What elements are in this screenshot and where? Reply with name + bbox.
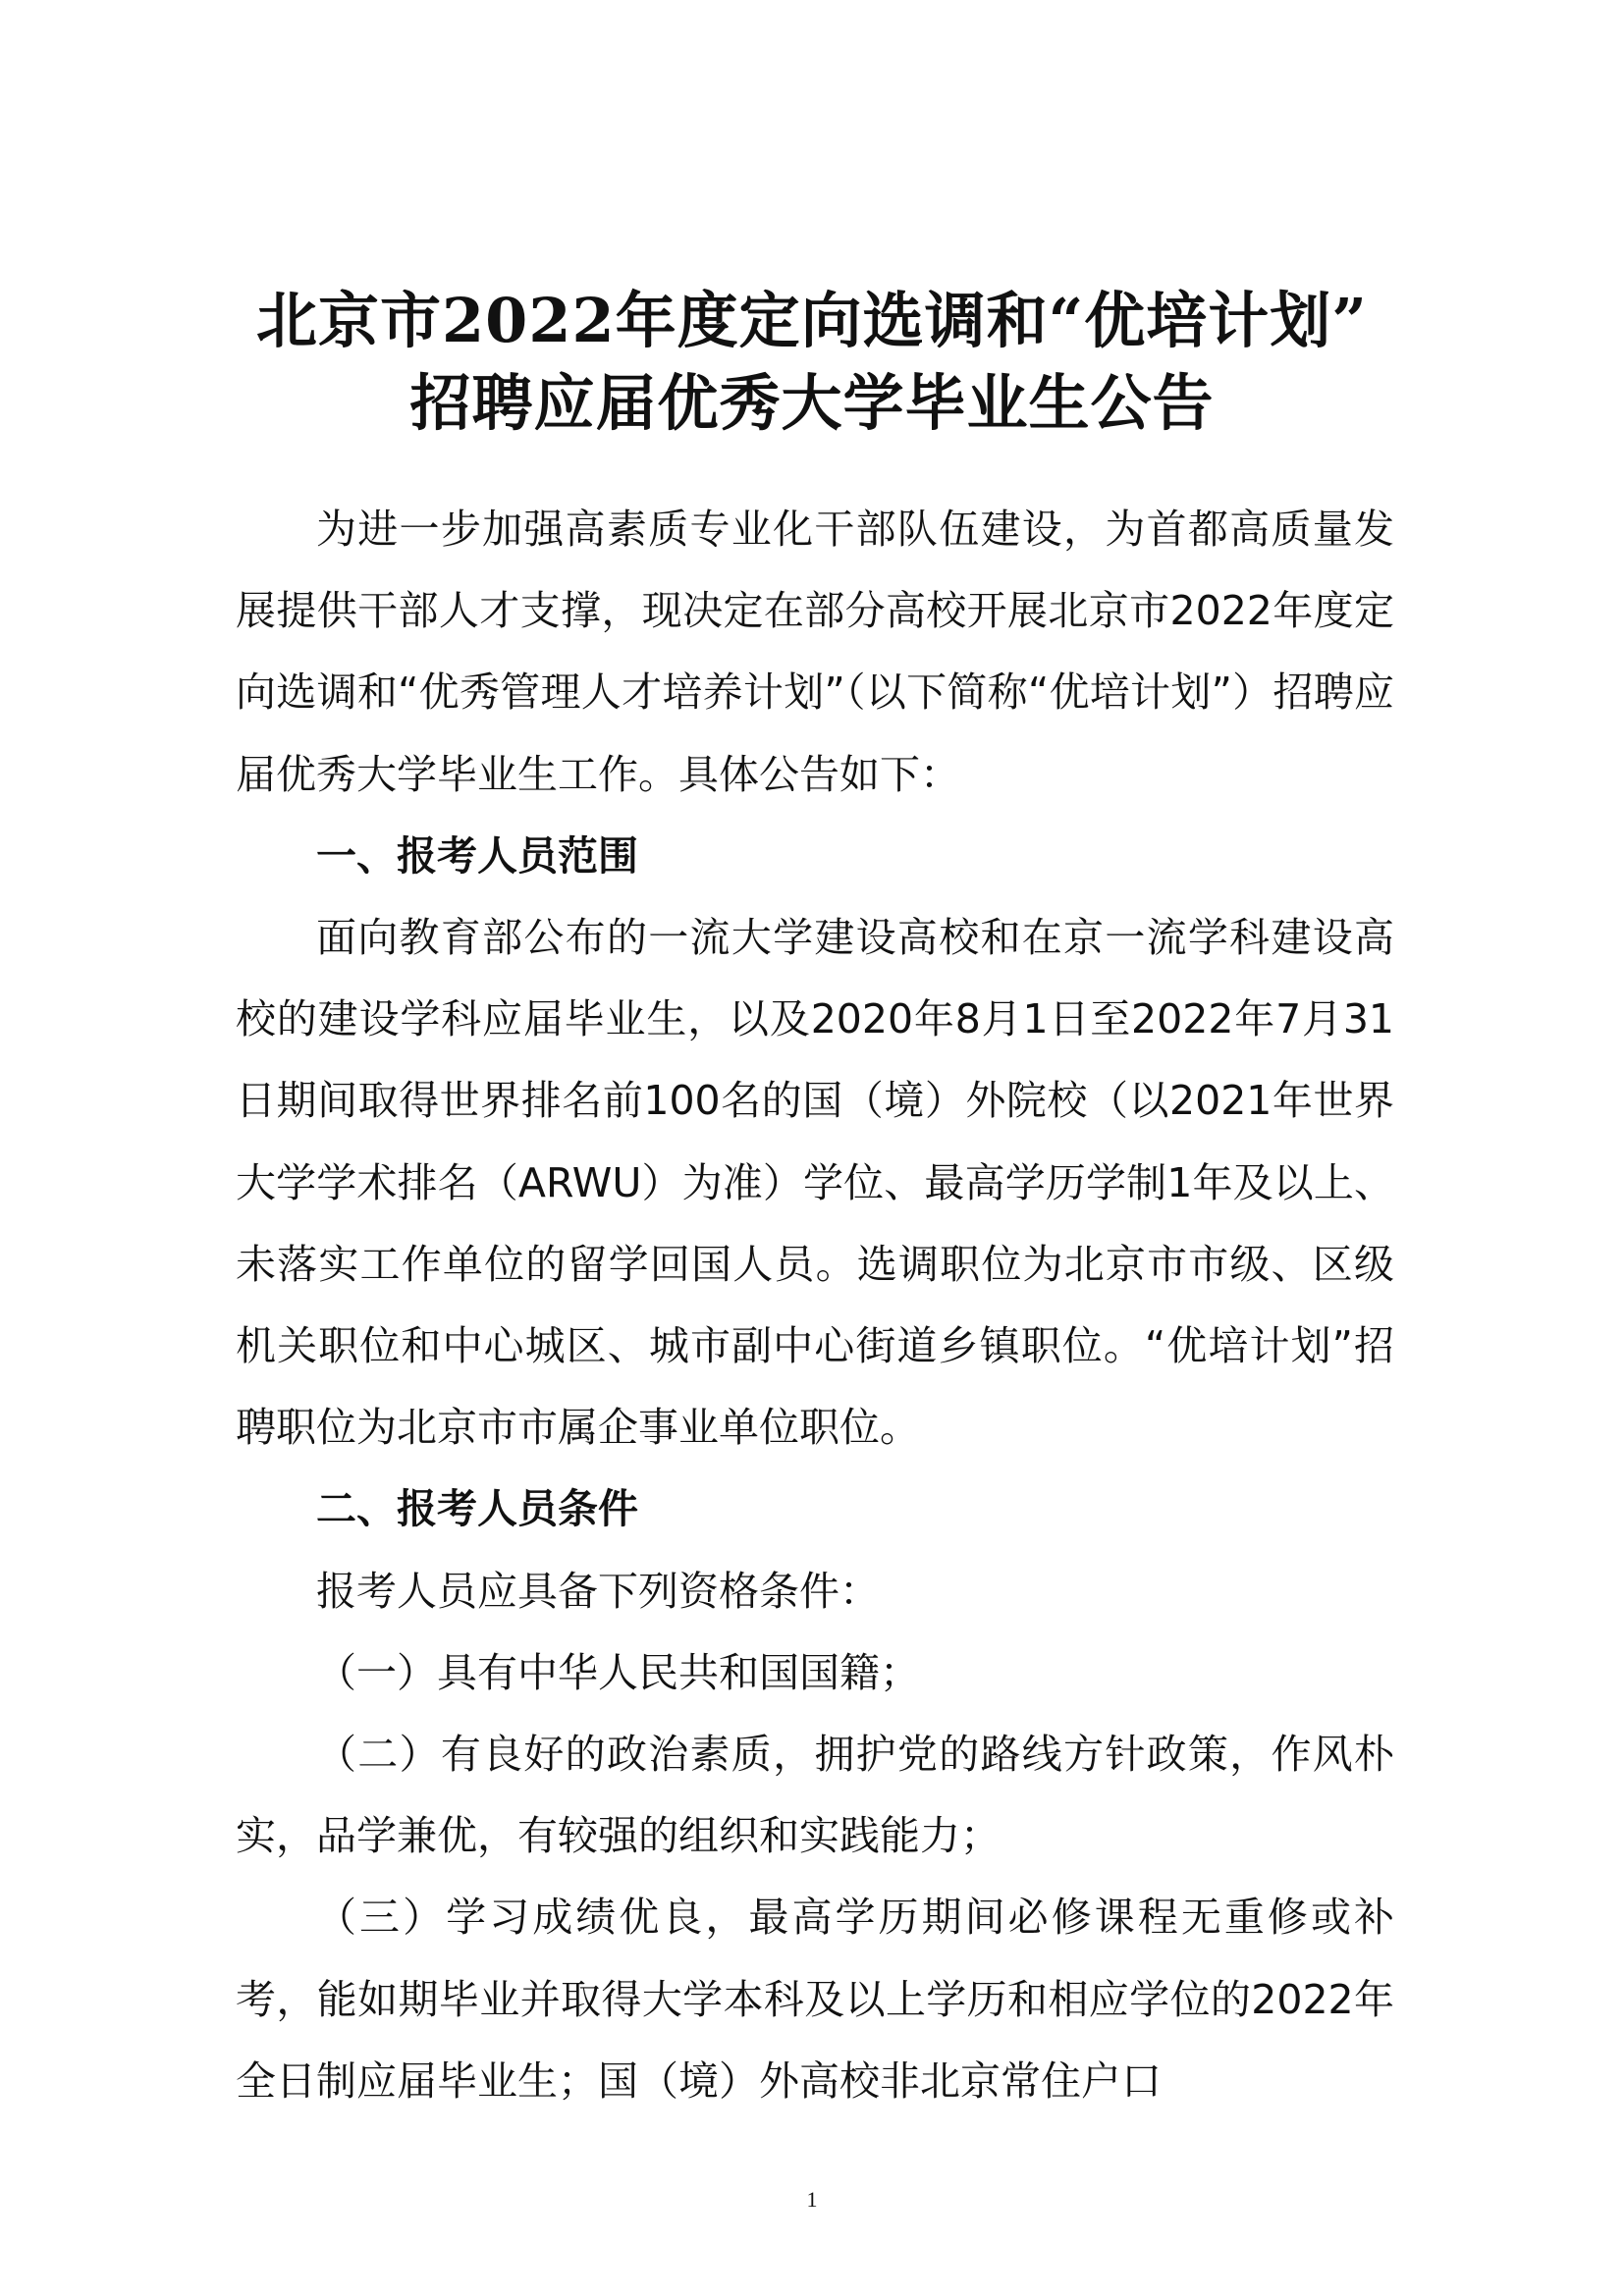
condition-item-3: （三）学习成绩优良，最高学历期间必修课程无重修或补考，能如期毕业并取得大学本科及以上学历和相应学位的2022年全日制应届毕业生；国（境）外高校非北京常住户口: [236, 1894, 1394, 2105]
document-body: [236, 489, 1394, 2122]
document-title-line-2: 招聘应届优秀大学毕业生公告: [409, 367, 1215, 439]
document-title-line-1: 北京市2022年度定向选调和“优培计划”: [256, 285, 1368, 356]
section-2-intro: 报考人员应具备下列资格条件：: [316, 1567, 880, 1615]
section-1-heading: 一、报考人员范围: [316, 831, 638, 880]
condition-item-1: （一）具有中华人民共和国国籍；: [316, 1648, 920, 1696]
section-1-paragraph: 面向教育部公布的一流大学建设高校和在京一流学科建设高校的建设学科应届毕业生，以及2020年8月1日至2022年7月31日期间取得世界排名前100名的国（境）外院校（以2021年世界大学学术排名（ARWU）为准）学位、最高学历学制1年及以上、未落实工作单位的留学回国人员。选调职位为北京市市级、区级机关职位和中心城区、城市副中心街道乡镇职位。“优培计划”招聘职位为北京市市属企事业单位职位。: [236, 914, 1394, 1452]
intro-paragraph: 为进一步加强高素质专业化干部队伍建设，为首都高质量发展提供干部人才支撑，现决定在部分高校开展北京市2022年度定向选调和“优秀管理人才培养计划”（以下简称“优培计划”）招聘应届优秀大学毕业生工作。具体公告如下：: [236, 506, 1394, 798]
page-number: 1: [806, 2187, 818, 2212]
condition-item-2: （二）有良好的政治素质，拥护党的路线方针政策，作风朴实，品学兼优，有较强的组织和实践能力；: [236, 1731, 1394, 1860]
section-2-heading: 二、报考人员条件: [316, 1485, 638, 1533]
